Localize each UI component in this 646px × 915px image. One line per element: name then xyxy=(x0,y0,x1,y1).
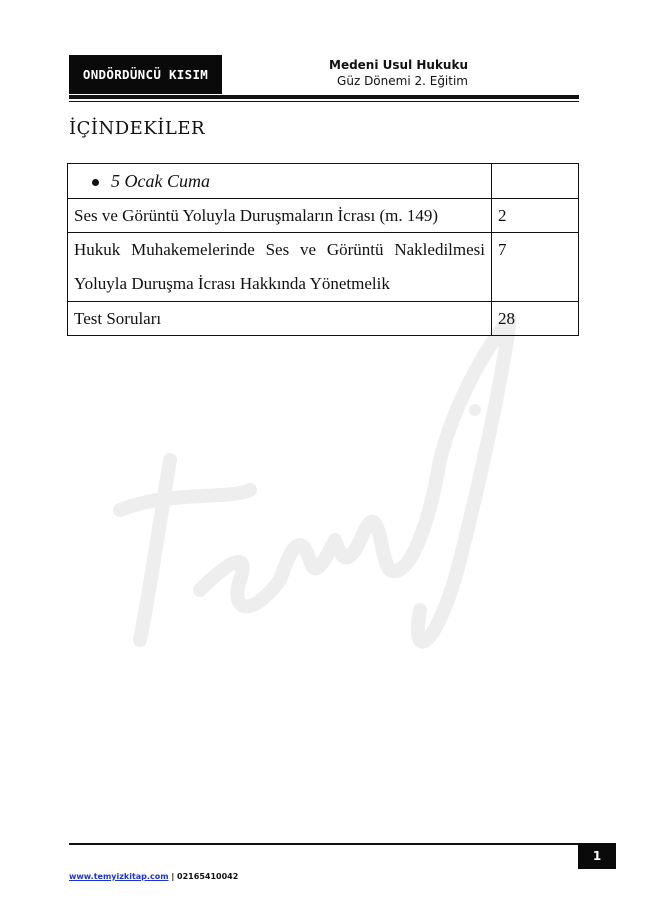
footer-separator: | xyxy=(171,872,175,881)
toc-entry-title: Hukuk Muhakemelerinde Ses ve Görüntü Nakledilmesi Yoluyla Duruşma İcrası Hakkında Yönetmelik xyxy=(68,233,492,302)
page-number: 1 xyxy=(578,843,616,869)
footer-rule xyxy=(69,843,579,845)
course-title: Medeni Usul Hukuku xyxy=(329,58,468,72)
header-rule-thin xyxy=(69,101,579,102)
toc-table xyxy=(67,163,579,336)
section-badge: ONDÖRDÜNCÜ KISIM xyxy=(69,55,222,94)
toc-heading: İÇİNDEKİLER xyxy=(69,118,206,139)
toc-entry-title: Test Soruları xyxy=(68,302,492,336)
toc-date-label: 5 Ocak Cuma xyxy=(111,170,210,191)
phone-number: 02165410042 xyxy=(177,872,239,881)
toc-date-cell xyxy=(68,164,492,199)
table-row xyxy=(68,199,579,233)
course-info xyxy=(329,58,468,89)
website-link[interactable]: www.temyizkitap.com xyxy=(69,872,169,881)
course-subtitle: Güz Dönemi 2. Eğitim xyxy=(337,74,468,88)
table-row xyxy=(68,233,579,302)
table-row xyxy=(68,302,579,336)
toc-date-page-cell xyxy=(492,164,579,199)
toc-entry-page: 2 xyxy=(492,199,579,233)
header-rule-thick xyxy=(69,95,579,99)
toc-entry-title: Ses ve Görüntü Yoluyla Duruşmaların İcrası (m. 149) xyxy=(68,199,492,233)
toc-date-row xyxy=(68,164,579,199)
toc-entry-page: 7 xyxy=(492,233,579,302)
toc-date-header xyxy=(74,171,210,191)
toc-entry-page: 28 xyxy=(492,302,579,336)
footer-contact xyxy=(69,872,238,881)
bullet-icon xyxy=(92,179,99,186)
